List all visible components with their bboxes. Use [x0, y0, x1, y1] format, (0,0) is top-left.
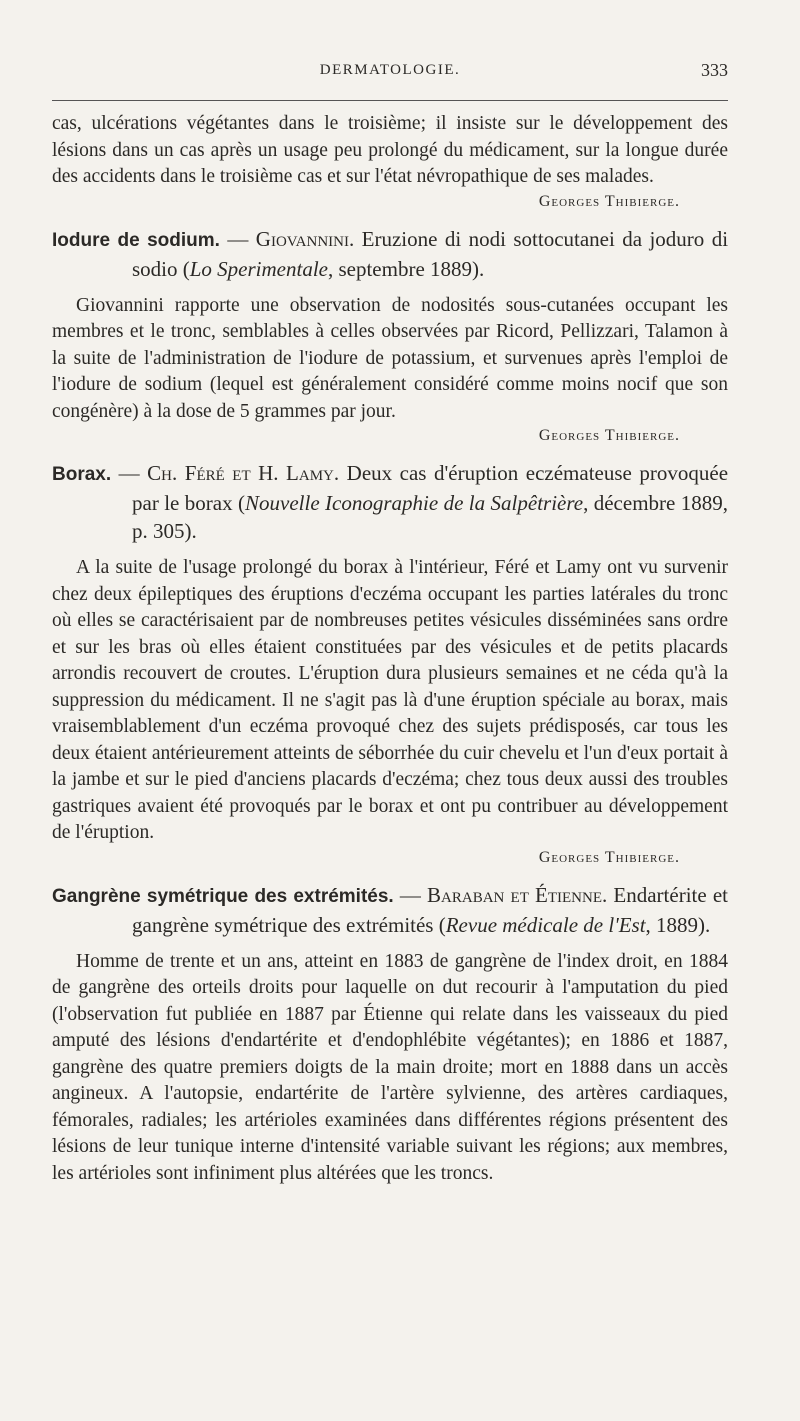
- entry-author: Giovannini.: [255, 226, 355, 251]
- continuation-paragraph: cas, ulcérations végétantes dans le troisième; il insiste sur le développement des lésions dans un cas après un usage peu prolongé du médicament, sur la longue durée des accidents dans le troisième cas et sur l'état névropathique de ses malades.: [52, 113, 728, 187]
- entry-paragraph-borax: A la suite de l'usage prolongé du borax à l'intérieur, Féré et Lamy ont vu survenir chez deux épileptiques des éruptions d'eczéma occupant les parties latérales du tronc où elles se caractérisaient par de nombreuses petites vésicules disséminées sans ordre et sur les bras où elles étaient constituées par des vésicules et de petits placards arrondis recouvert de croutes. L'éruption dura plusieurs semaines et ne céda qu'à la suppression du médicament. Il ne s'agit pas là d'une éruption spéciale au borax, mais vraisemblablement d'un eczéma provoqué chez des sujets prédisposés, car tous les deux étaient antérieurement atteints de séborrhée du cuir chevelu et l'un d'eux portait à la jambe et sur le pied d'anciens placards d'eczéma; chez tous deux aussi des troubles gastriques avaient été provoqués par le borax et ont pu contribuer au développement de l'éruption.: [52, 557, 728, 843]
- running-head: [52, 56, 728, 90]
- entry-journal: Lo Sperimentale: [189, 256, 328, 281]
- entry-title-end: , septembre 1889).: [327, 256, 485, 281]
- book-page: [52, 56, 728, 1187]
- entry-author: Baraban et Étienne.: [427, 882, 608, 907]
- entry-title-end: , 1889).: [645, 912, 711, 937]
- page-number: 333: [701, 60, 728, 80]
- entry-journal: Revue médicale de l'Est: [445, 912, 646, 937]
- entry-paragraph-iodure: Giovannini rapporte une observation de nodosités sous-cutanées occupant les membres et le tronc, semblables à celles observées par Ricord, Pellizzari, Talamon à la suite de l'administration de l'iodure de potassium, et survenues après l'emploi de l'iodure de sodium (lequel est généralement considéré comme moins nocif que son congénère) à la dose de 5 grammes par jour.: [52, 294, 728, 422]
- header-rule: [52, 100, 728, 101]
- entry-author: Ch. Féré et H. Lamy.: [147, 461, 340, 485]
- signature: Georges Thibierge.: [538, 848, 680, 866]
- signature: Georges Thibierge.: [538, 427, 680, 444]
- entry-heading-gangrene: [52, 881, 728, 939]
- entry-keyword: Iodure de sodium.: [52, 229, 220, 251]
- entry-dash: —: [111, 461, 148, 485]
- signature: Georges Thibierge.: [538, 192, 680, 210]
- entry-keyword: Gangrène symétrique des extrémités.: [52, 885, 394, 907]
- entry-dash: —: [393, 882, 428, 907]
- entry-title: Eruzione di nodi sottocutanei da joduro di sodio (: [132, 226, 729, 281]
- entry-dash: —: [219, 226, 256, 251]
- entry-paragraph-gangrene: Homme de trente et un ans, atteint en 1883 de gangrène de l'index droit, en 1884 de gangrène des orteils droits pour laquelle on dut recourir à l'amputation du pied (l'observation fut publiée en 1887 par Étienne qui relate dans les vaisseaux du pied amputé des lésions d'endartérite et d'endophlébite végétantes); en 1886 et 1887, gangrène des quatre premiers doigts de la main droite; mort en 1888 dans un accès angineux. A l'autopsie, endartérite de l'artère sylvienne, des artères cardiaques, fémorales, radiales; les artérioles examinées dans différentes régions présentent des lésions de leur tunique interne d'intensité variable suivant les régions; aux membres, les artérioles sont infiniment plus altérées que les troncs.: [52, 950, 728, 1184]
- entry-title: Endartérite et gangrène symétrique des extrémités (: [132, 882, 729, 937]
- entry-heading-iodure: [52, 225, 728, 283]
- entry-journal: Nouvelle Iconographie de la Salpêtrière: [245, 491, 584, 515]
- entry-heading-borax: [52, 459, 728, 545]
- entry-title-end: , décembre 1889, p. 305).: [132, 491, 728, 543]
- entry-title: Deux cas d'éruption eczémateuse provoquée par le borax (: [132, 461, 729, 515]
- entry-keyword: Borax.: [52, 464, 112, 485]
- running-title: DERMATOLOGIE.: [319, 62, 461, 78]
